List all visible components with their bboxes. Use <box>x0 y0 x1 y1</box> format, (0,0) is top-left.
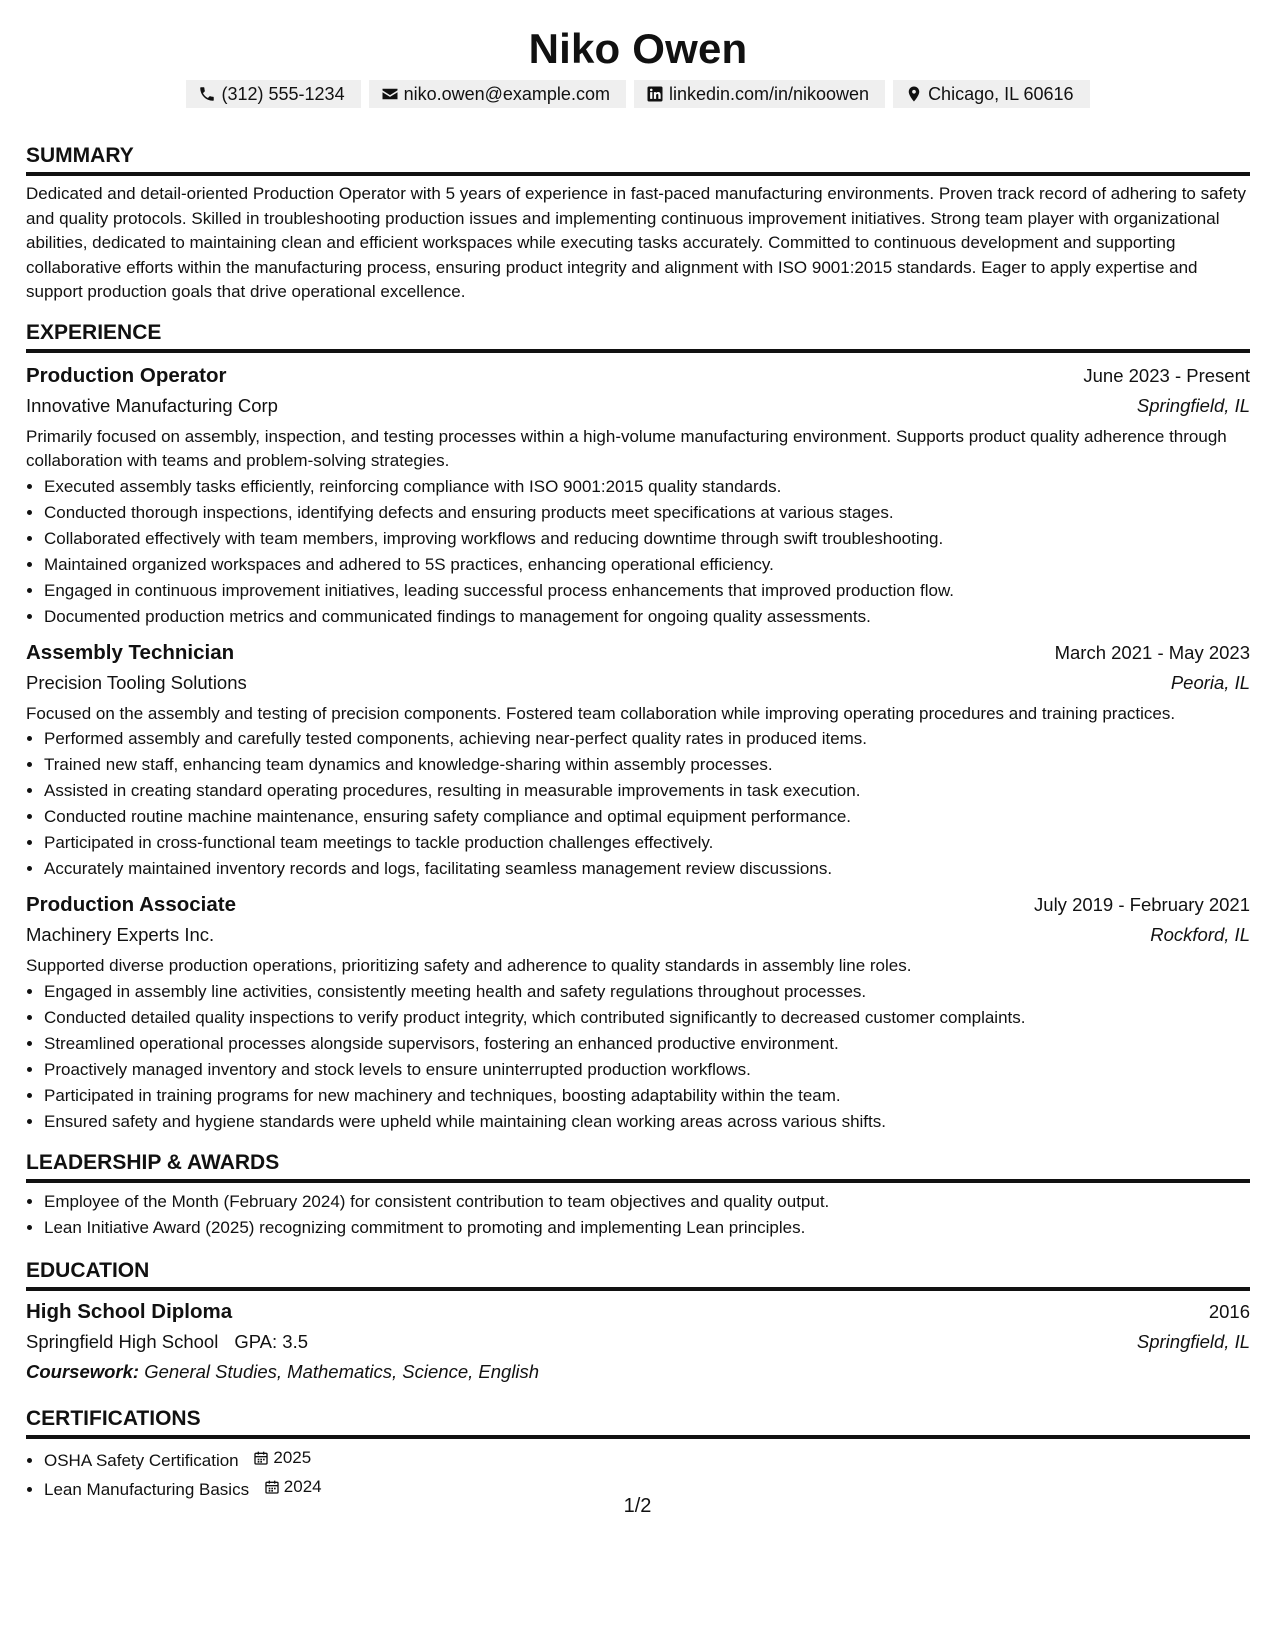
list-item: • Engaged in continuous improvement initiatives, leading successful process enhancements that improved production flow. <box>44 578 1250 604</box>
school-location: Springfield, IL <box>1136 1330 1250 1352</box>
list-item: • Lean Initiative Award (2025) recognizing commitment to promoting and implementing Lean principles. <box>44 1215 1250 1241</box>
school-name: Springfield High School <box>26 1330 219 1352</box>
contact-linkedin-text: linkedin.com/in/nikoowen <box>668 84 870 104</box>
awards-section <box>26 1149 1250 1241</box>
phone-icon <box>198 85 216 103</box>
coursework-list: General Studies, Mathematics, Science, English <box>144 1360 540 1382</box>
contact-email[interactable] <box>369 80 626 108</box>
list-item: • Conducted detailed quality inspections to verify product integrity, which contributed significantly to decreased customer complaints. <box>44 1005 1250 1031</box>
contact-location-text: Chicago, IL 60616 <box>928 84 1074 104</box>
list-item: • Maintained organized workspaces and adhered to 5S practices, enhancing operational efficiency. <box>44 552 1250 578</box>
job-dates: June 2023 - Present <box>1083 364 1250 386</box>
certifications-section <box>26 1405 1250 1503</box>
list-item: • Executed assembly tasks efficiently, reinforcing compliance with ISO 9001:2015 quality standards. <box>44 474 1250 500</box>
graduation-year: 2016 <box>1208 1300 1250 1322</box>
job-location: Springfield, IL <box>1136 394 1250 416</box>
company-name: Precision Tooling Solutions <box>26 671 247 693</box>
job-entry <box>26 638 1250 883</box>
list-item: • Ensured safety and hygiene standards were upheld while maintaining clean working areas across various shifts. <box>44 1109 1250 1135</box>
coursework-label: Coursework: <box>26 1360 140 1382</box>
job-entry <box>26 361 1250 630</box>
list-item: • Collaborated effectively with team members, improving workflows and reducing downtime through swift troubleshooting. <box>44 526 1250 552</box>
job-description: Supported diverse production operations, prioritizing safety and adherence to quality standards in assembly line roles. <box>26 956 912 975</box>
education-section <box>26 1257 1250 1387</box>
cert-year: 2024 <box>283 1476 322 1496</box>
section-title-certifications: CERTIFICATIONS <box>26 1405 1250 1439</box>
job-description: Focused on the assembly and testing of precision components. Fostered team collaboration while improving operating procedures and training practices. <box>26 703 1176 723</box>
page-indicator: 1/2 <box>623 1495 652 1517</box>
job-entry <box>26 890 1250 1135</box>
list-item: • Conducted routine machine maintenance, ensuring safety compliance and optimal equipment performance. <box>44 804 1250 830</box>
summary-section <box>26 142 1250 305</box>
job-dates: March 2021 - May 2023 <box>1054 641 1250 663</box>
list-item: • Engaged in assembly line activities, consistently meeting health and safety regulations throughout processes. <box>44 979 1250 1005</box>
section-title-awards: LEADERSHIP & AWARDS <box>26 1149 1250 1183</box>
contact-bar <box>26 80 1250 108</box>
candidate-name: Niko Owen <box>528 25 748 72</box>
contact-email-text: niko.owen@example.com <box>403 84 610 104</box>
education-entry <box>26 1297 1250 1387</box>
cert-date <box>253 1445 311 1471</box>
school-line <box>26 1327 308 1357</box>
job-bullets <box>26 726 1250 882</box>
list-item: • Assisted in creating standard operating procedures, resulting in measurable improvements in task execution. <box>44 778 1250 804</box>
list-item <box>44 1445 1250 1474</box>
list-item: • Participated in training programs for new machinery and techniques, boosting adaptability within the team. <box>44 1083 1250 1109</box>
degree-name: High School Diploma <box>26 1299 233 1323</box>
coursework <box>26 1357 1250 1387</box>
section-title-education: EDUCATION <box>26 1257 1250 1291</box>
envelope-icon <box>381 85 399 103</box>
cert-name: OSHA Safety Certification <box>44 1450 239 1470</box>
list-item: • Participated in cross-functional team meetings to tackle production challenges effectively. <box>44 830 1250 856</box>
contact-location <box>893 80 1089 108</box>
job-description: Primarily focused on assembly, inspection, and testing processes within a high-volume manufacturing environment. Supports product quality adherence through collaboration with teams and problem-solving strategies. <box>26 426 1227 470</box>
list-item: • Performed assembly and carefully tested components, achieving near-perfect quality rates in produced items. <box>44 726 1250 752</box>
summary-text: Dedicated and detail-oriented Production Operator with 5 years of experience in fast-paced manufacturing environments. Proven track record of adhering to safety and quality protocols. Skilled in troubleshooting production issues and implementing continuous improvement initiatives. Strong team player with organizational abilities, dedicated to maintaining clean and efficient workspaces while executing tasks accurately. Committed to continuous development and supporting collaborative efforts within the manufacturing process, ensuring product integrity and alignment with ISO 9001:2015 standards. Eager to apply expertise and support production goals that drive operational excellence. <box>26 184 1246 301</box>
list-item: • Proactively managed inventory and stock levels to ensure uninterrupted production workflows. <box>44 1057 1250 1083</box>
certifications-list <box>26 1445 1250 1503</box>
section-title-experience: EXPERIENCE <box>26 319 1250 353</box>
list-item: • Trained new staff, enhancing team dynamics and knowledge-sharing within assembly processes. <box>44 752 1250 778</box>
list-item: • Employee of the Month (February 2024) for consistent contribution to team objectives and quality output. <box>44 1189 1250 1215</box>
list-item: • Accurately maintained inventory records and logs, facilitating seamless management review discussions. <box>44 856 1250 882</box>
cert-name: Lean Manufacturing Basics <box>44 1479 250 1499</box>
gpa: GPA: 3.5 <box>234 1330 309 1352</box>
job-location: Rockford, IL <box>1150 924 1250 945</box>
job-title: Production Operator <box>26 363 227 387</box>
experience-section <box>26 319 1250 1135</box>
contact-linkedin[interactable] <box>634 80 885 108</box>
resume-page <box>26 0 1250 1503</box>
job-title: Production Associate <box>26 893 236 916</box>
job-location: Peoria, IL <box>1170 671 1250 693</box>
contact-phone-text: (312) 555-1234 <box>221 84 345 104</box>
list-item: • Conducted thorough inspections, identifying defects and ensuring products meet specifications at various stages. <box>44 500 1250 526</box>
company-name: Innovative Manufacturing Corp <box>26 394 278 416</box>
section-title-summary: SUMMARY <box>26 142 1250 176</box>
linkedin-icon <box>646 85 664 103</box>
map-pin-icon <box>905 85 923 103</box>
list-item: • Documented production metrics and communicated findings to management for ongoing quality assessments. <box>44 604 1250 630</box>
contact-phone[interactable] <box>186 80 360 108</box>
awards-list <box>26 1189 1250 1241</box>
company-name: Machinery Experts Inc. <box>26 924 215 945</box>
cert-year: 2025 <box>273 1447 312 1467</box>
job-bullets <box>26 979 1250 1135</box>
list-item: • Streamlined operational processes alongside supervisors, fostering an enhanced productive environment. <box>44 1031 1250 1057</box>
calendar-icon <box>264 1479 280 1495</box>
job-title: Assembly Technician <box>26 640 235 664</box>
calendar-icon <box>253 1450 269 1466</box>
job-bullets <box>26 474 1250 630</box>
job-dates: July 2019 - February 2021 <box>1034 894 1250 915</box>
